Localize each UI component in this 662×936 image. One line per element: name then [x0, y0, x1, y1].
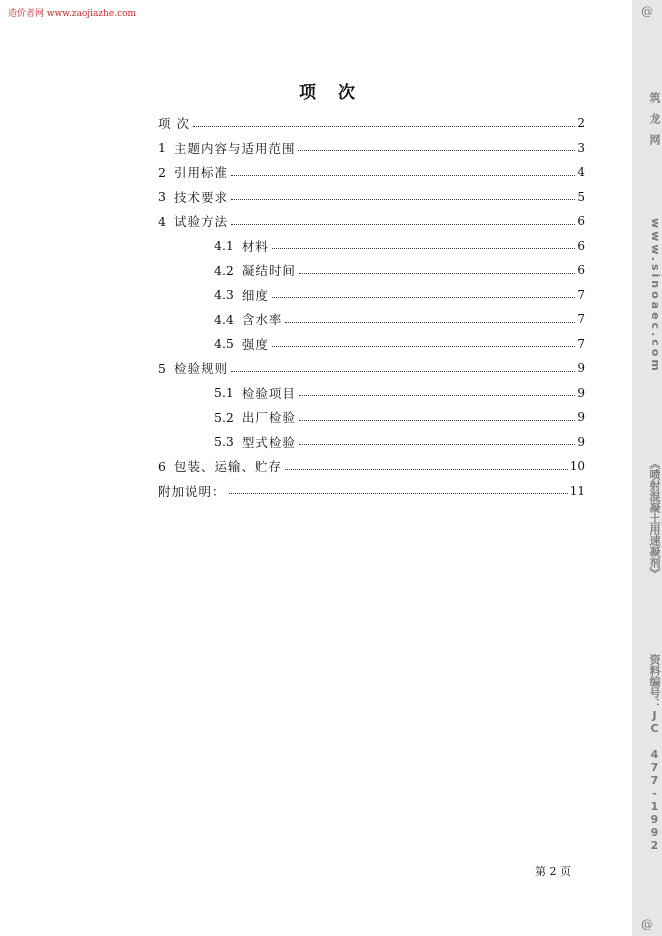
toc-entry-label: 试验方法	[173, 214, 228, 230]
dot-leader	[231, 175, 575, 176]
dot-leader	[272, 248, 575, 249]
toc-entry-number: 4.3	[214, 287, 234, 303]
sidebar-doc-title: 《喷射混凝土用速凝剂》	[648, 458, 661, 579]
toc-entry-number: 5.1	[214, 385, 234, 401]
toc-entry-number: 4.4	[214, 311, 234, 327]
toc-entry-page: 5	[577, 189, 585, 204]
toc-entry-label: 型式检验	[241, 434, 296, 450]
toc-entry[interactable]	[158, 234, 585, 259]
dot-leader	[231, 371, 575, 372]
toc-entry-number: 6	[158, 458, 166, 474]
toc-entry-label: 检验项目	[241, 385, 296, 401]
page-title: 项 次	[299, 83, 363, 103]
toc-entry[interactable]	[158, 332, 585, 357]
toc-entry-page: 9	[577, 434, 585, 449]
toc-entry-page: 6	[577, 214, 585, 229]
toc-entry-number: 4.5	[214, 336, 234, 352]
toc-entry-label: 出厂检验	[241, 410, 296, 426]
toc-entry-page: 7	[577, 312, 585, 327]
toc-entry-label: 包装、运输、贮存	[173, 459, 282, 475]
toc-entry[interactable]	[158, 283, 585, 308]
toc-entry-page: 9	[577, 410, 585, 425]
toc-entry[interactable]	[158, 479, 585, 504]
toc-entry-label: 含水率	[241, 312, 283, 328]
dot-leader	[299, 395, 575, 396]
toc-entry-page: 6	[577, 238, 585, 253]
dot-leader	[272, 297, 575, 298]
toc-entry-number: 5.2	[214, 409, 234, 425]
toc-entry-number: 4.2	[214, 262, 234, 278]
toc-entry-page: 11	[569, 483, 585, 498]
toc-entry-page: 7	[577, 336, 585, 351]
toc-entry[interactable]	[158, 111, 585, 136]
toc-entry[interactable]	[158, 356, 585, 381]
toc-entry-page: 3	[577, 140, 585, 155]
toc-entry-label: 技术要求	[173, 189, 228, 205]
toc-entry-label: 附加说明：	[158, 483, 226, 499]
toc-entry[interactable]	[158, 209, 585, 234]
toc-entry-number: 5	[158, 360, 166, 376]
toc-entry[interactable]	[158, 136, 585, 161]
toc-entry-label: 材料	[241, 238, 269, 254]
toc-entry-label: 项 次	[158, 116, 190, 132]
toc-entry-label: 主题内容与适用范围	[173, 140, 296, 156]
at-icon: @	[641, 917, 653, 931]
toc-entry-page: 10	[569, 459, 585, 474]
dot-leader	[285, 469, 568, 470]
dot-leader	[298, 150, 575, 151]
dot-leader	[299, 420, 575, 421]
sidebar-banner	[632, 0, 662, 936]
toc-entry-number: 1	[158, 140, 166, 156]
sidebar-doc-code	[632, 654, 662, 852]
toc-entry[interactable]	[158, 430, 585, 455]
toc-entry-label: 细度	[241, 287, 269, 303]
dot-leader	[285, 322, 575, 323]
toc-entry[interactable]	[158, 307, 585, 332]
watermark-header: 造价者网 www.zaojiazhe.com	[8, 9, 137, 19]
toc-entry-number: 3	[158, 189, 166, 205]
sidebar-site-url: www.sinoaec.com	[649, 218, 662, 374]
sidebar-doc-code-text: 资料编号：JC 477-1992	[648, 654, 661, 852]
table-of-contents	[158, 111, 585, 503]
toc-entry-label: 强度	[241, 336, 269, 352]
dot-leader	[231, 199, 575, 200]
toc-entry-page: 6	[577, 263, 585, 278]
toc-entry-page: 7	[577, 287, 585, 302]
toc-entry-number: 5.3	[214, 434, 234, 450]
dot-leader	[299, 273, 575, 274]
dot-leader	[299, 444, 575, 445]
toc-entry-label: 检验规则	[173, 361, 228, 377]
toc-entry-page: 4	[577, 165, 585, 180]
toc-entry-page: 2	[577, 116, 585, 131]
page-number: 第 2 页	[535, 865, 571, 878]
toc-entry-label: 凝结时间	[241, 263, 296, 279]
toc-entry[interactable]	[158, 405, 585, 430]
toc-entry-page: 9	[577, 385, 585, 400]
toc-entry[interactable]	[158, 381, 585, 406]
toc-entry-page: 9	[577, 361, 585, 376]
toc-entry[interactable]	[158, 454, 585, 479]
toc-entry[interactable]	[158, 258, 585, 283]
toc-entry-number: 4.1	[214, 238, 234, 254]
sidebar-brand: 筑龙网	[648, 92, 661, 155]
toc-entry-number: 2	[158, 164, 166, 180]
dot-leader	[272, 346, 575, 347]
at-icon: @	[641, 4, 653, 18]
toc-entry[interactable]	[158, 160, 585, 185]
dot-leader	[193, 126, 575, 127]
toc-entry-label: 引用标准	[173, 165, 228, 181]
toc-entry[interactable]	[158, 185, 585, 210]
dot-leader	[231, 224, 575, 225]
toc-entry-number: 4	[158, 213, 166, 229]
dot-leader	[229, 493, 568, 494]
